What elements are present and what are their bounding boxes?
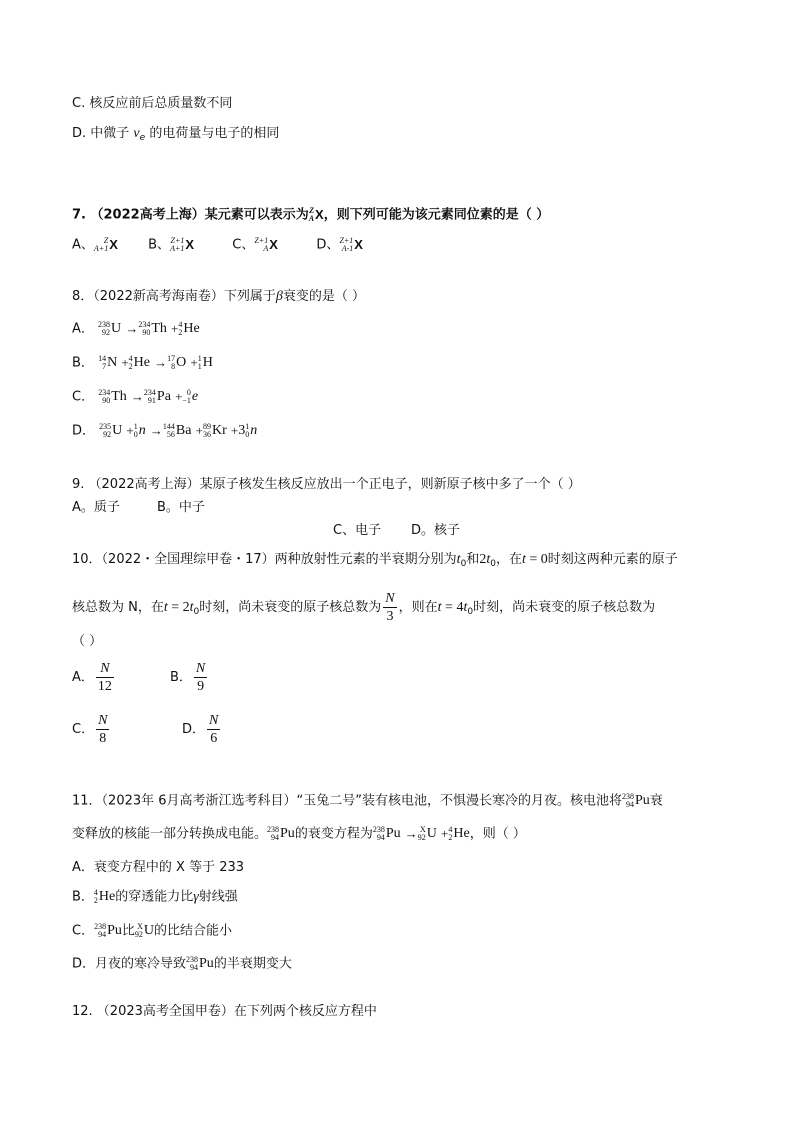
neutrino-subscript: e: [139, 133, 146, 143]
q10-options-ab: [72, 660, 209, 695]
q8-stem: 8．（2022新高考海南卷）下列属于β衰变的是（ ）: [72, 289, 365, 304]
q10-option-a: A． $\frac{N}{12}$: [72, 661, 112, 694]
gamma-symbol: γ: [193, 889, 199, 905]
q9-options-ab: [72, 499, 205, 517]
q11-option-b: B． 4 2 He的穿透能力比γ射线强: [72, 888, 238, 905]
q7-stem-prefix: 7. （2022高考上海）某元素可以表示为: [72, 207, 309, 223]
q9-stem: 9. （2022高考上海）某原子核发生核反应放出一个正电子，则新原子核中多了一个（ ）: [72, 477, 581, 492]
q12-stem: 12. （2023高考全国甲卷）在下列两个核反应方程中: [72, 1004, 377, 1019]
q10-stem-line3: （ ）: [72, 634, 103, 649]
q7-stem: [72, 206, 549, 225]
q7-option-d: D、 Z+1 A-1 X: [316, 236, 363, 253]
q11-option-c: C． 238 94 Pu比 X 92 U的比结合能小: [72, 922, 233, 939]
q7-stem-suffix: ，则下列可能为该元素同位素的是（ ）: [323, 207, 550, 223]
q10-option-d: D． $\frac{N}{6}$: [182, 713, 219, 746]
q8-option-d: D． 235 92 U + 1 0 n → 144 56 Ba + 89 36 Kr +3 1 0 n: [72, 422, 258, 439]
q8-option-a: A． 238 92 U → 234 90 Th + 4 2 He: [72, 320, 200, 337]
fraction-n-over-3: $\frac{N}{3}$: [385, 591, 395, 624]
q9-options-cd: [333, 522, 460, 540]
q11-stem-line2: 变释放的核能一部分转换成电能。 238 94 Pu的衰变方程为 238 94 Pu → X 92 U + 4 2 He，则（ ）: [72, 825, 526, 842]
q10-stem-line1: 10．（2022・全国理综甲卷・17）两种放射性元素的半衰期分别为$t_0$和$2t_0$，在t = 0时刻这两种元素的原子: [72, 552, 678, 569]
q6-option-d-prefix: D. 中微子: [72, 126, 130, 141]
q11-option-d: D．月夜的寒冷导致 238 94 Pu的半衰期变大: [72, 955, 292, 972]
q9-option-d: D。核子: [411, 523, 461, 538]
q10-option-c: C． $\frac{N}{8}$: [72, 713, 108, 746]
q9-option-c: C、电子: [333, 523, 382, 538]
q10-stem-line2: 核总数为 N，在$t = 2t_0$时刻，尚未衰变的原子核总数为 $\frac{N}{3}$ ，则在$t = 4t_0$时刻，尚未衰变的原子核总数为: [72, 591, 656, 624]
q7-element-symbol: X: [315, 207, 324, 222]
q10-option-b: B． $\frac{N}{9}$: [170, 661, 206, 694]
q7-options: [72, 236, 363, 255]
neutrino-symbol: ν: [133, 126, 140, 141]
q9-option-a: A。质子: [72, 500, 120, 515]
beta-symbol: β: [275, 289, 283, 304]
q6-option-d-suffix: 的电荷量与电子的相同: [149, 126, 280, 141]
q8-option-b: B． 14 7 N + 4 2 He → 17 8 O + 1 1 H: [72, 354, 213, 371]
q11-stem-line1: 11．（2023年 6月高考浙江选考科目）“玉兔二号”装有核电池，不惧漫长寒冷的月夜。核电池将 238 94 Pu衰: [72, 792, 663, 809]
q8-option-c: C． 234 90 Th → 234 91 Pa + 0 −1 e: [72, 388, 199, 405]
q7-option-a: A、 Z A+1 X: [72, 236, 118, 253]
q7-stem-nuclide: Z A: [308, 206, 315, 223]
q6-option-d: [72, 125, 279, 147]
q7-option-b: B、 Z+1 A+1 X: [148, 236, 195, 253]
q7-option-c: C、 Z+1 A X: [232, 236, 278, 253]
q9-option-b: B。中子: [157, 500, 205, 515]
q11-option-a: A．衰变方程中的 X 等于 233: [72, 860, 245, 875]
q10-options-cd: [72, 712, 222, 747]
q6-option-c: C. 核反应前后总质量数不同: [72, 96, 233, 111]
